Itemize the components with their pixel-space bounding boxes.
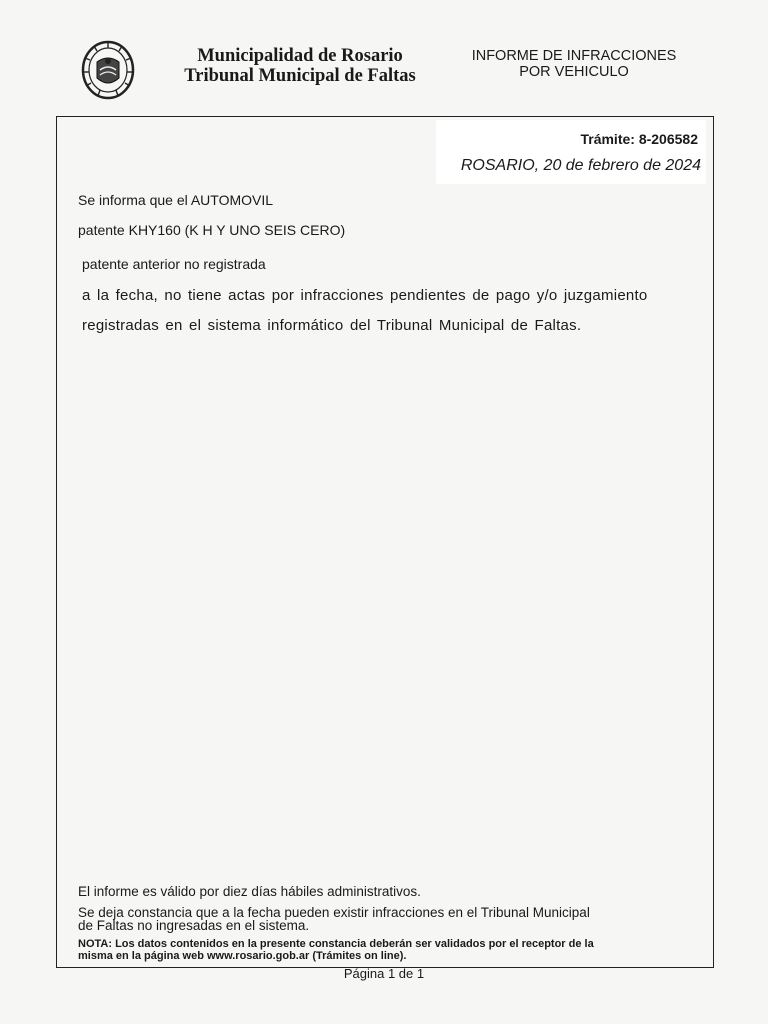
validity-note: El informe es válido por diez días hábiles administrativos. [78,884,421,899]
organization-title [170,46,430,86]
body-line-vehicle-type: Se informa que el AUTOMOVIL [78,192,274,208]
body-line-previous-plate: patente anterior no registrada [82,256,266,272]
document-title-line2: POR VEHICULO [519,64,629,80]
body-line-status: a la fecha, no tiene actas por infracciones pendientes de pago y/o juzgamiento [82,287,648,304]
place-date: ROSARIO, 20 de febrero de 2024 [460,157,701,174]
notice-line2: de Faltas no ingresadas en el sistema. [78,918,310,933]
page-number: Página 1 de 1 [343,966,425,981]
nota-line1: NOTA: Los datos contenidos en la presente constancia deberán ser validados por el receptor de la [78,938,594,950]
document-title [440,48,708,80]
body-line-plate: patente KHY160 (K H Y UNO SEIS CERO) [78,222,346,238]
org-name: Municipalidad de Rosario [197,46,403,66]
municipal-seal-icon [80,40,136,102]
body-line-registry: registradas en el sistema informático del Tribunal Municipal de Faltas. [82,317,582,334]
notice-line1: Se deja constancia que a la fecha pueden existir infracciones en el Tribunal Municipal [78,905,590,920]
tramite-number: Trámite: 8-206582 [580,131,698,147]
nota-line2: misma en la página web www.rosario.gob.ar (Trámites on line). [78,950,407,962]
report-frame [56,116,714,968]
document-title-line1: INFORME DE INFRACCIONES [471,48,677,64]
tribunal-name: Tribunal Municipal de Faltas [184,66,416,86]
